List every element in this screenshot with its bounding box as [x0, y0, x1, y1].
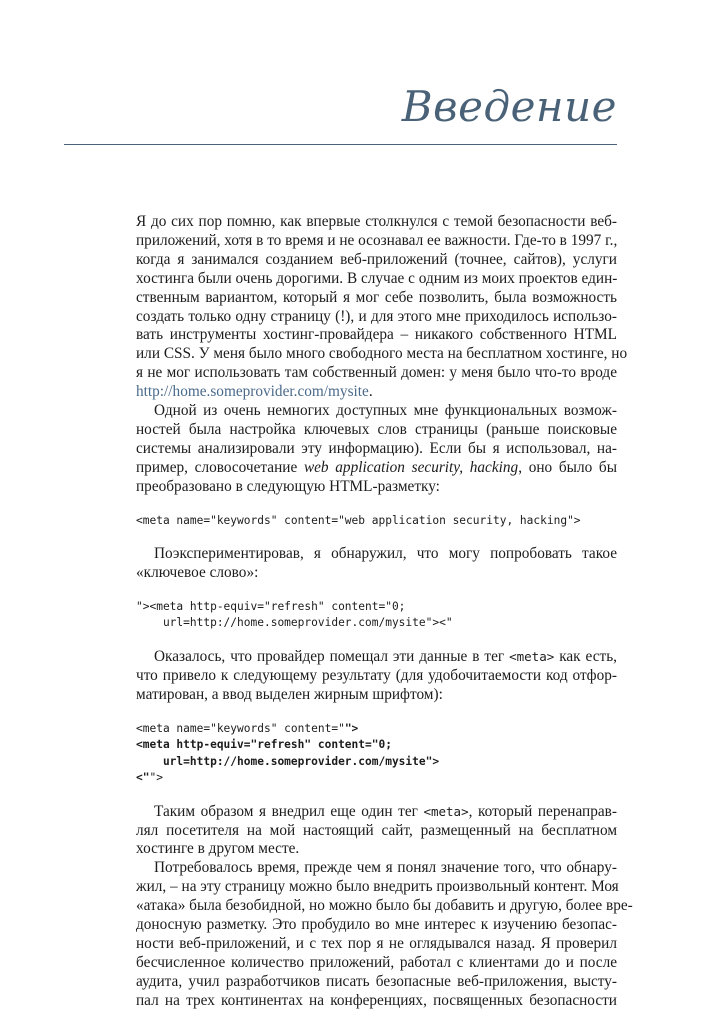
code-line-bold: url=http://home.someprovider.com/mysite"> [136, 754, 440, 768]
text-line: аудита, учил разработчиков писать безопасные веб-приложения, высту- [136, 972, 617, 990]
paragraph-3 [136, 545, 617, 583]
code-block-2 [136, 599, 617, 632]
text-line: пал на трех континентах на конференциях, посвященных безопасности [136, 991, 617, 1009]
mysite-link[interactable]: http://home.someprovider.com/mysite [136, 383, 369, 401]
text-line: лял посетителя на мой настоящий сайт, размещенный на бесплатном [136, 821, 617, 839]
text-line: «ключевое слово»: [136, 564, 259, 581]
text-line [136, 859, 617, 878]
text-line: хостинге в другом месте. [136, 840, 300, 858]
code-line: url=http://home.someprovider.com/mysite"><" [136, 616, 453, 630]
paragraph-4 [136, 648, 617, 705]
link-suffix: . [368, 383, 373, 401]
text-line: хостинга были очень дорогими. В случае с одним из моих проектов един- [136, 269, 618, 287]
text-line: доносную разметку. Это пробудило во мне интерес к изучению безопас- [136, 916, 617, 934]
text-line [136, 383, 617, 402]
text-span: , который перенаправ- [468, 802, 617, 820]
text-line: вать инструменты хостинг-провайдера – никакого собственного HTML [136, 326, 617, 344]
code-line-bold: <meta http-equiv="refresh" content="0; [136, 738, 392, 752]
code-line: "><meta http-equiv="refresh" content="0; [136, 599, 406, 613]
text-span: Потребовалось время, прежде чем я понял значение того, что обнару- [154, 859, 617, 877]
text-line: когда я занимался созданием веб-приложений (точнее, сайтов), услуги [136, 250, 617, 268]
text-line [136, 545, 617, 564]
body-text [136, 213, 633, 1011]
text-span: Поэкспериментировав, я обнаружил, что могу попробовать такое [154, 545, 617, 563]
text-line: бесчисленное количество приложений, работал с клиентами до и после [136, 953, 617, 971]
code-span: "> [149, 771, 163, 785]
text-line: матирован, а ввод выделен жирным шрифтом): [136, 685, 443, 703]
text-line: жил, – на эту страницу можно было внедрить произвольный контент. Моя [136, 878, 619, 896]
code-block-3 [136, 721, 617, 787]
code-span: <meta name="keywords" content=" [136, 721, 345, 735]
text-line: или CSS. У меня было много свободного места на бесплатном хостинге, но [136, 345, 628, 363]
paragraph-5 [136, 803, 617, 860]
text-span: Одной из очень немногих доступных мне функциональных возмож- [154, 402, 617, 420]
text-span: Оказалось, что провайдер помещал эти данные в тег [154, 647, 510, 665]
heading-rule [64, 144, 617, 145]
text-line: Я до сих пор помню, как впервые столкнулся с темой безопасности веб- [136, 213, 617, 230]
text-line: системы анализировали эту информацию). Если бы я использовал, на- [136, 439, 617, 457]
paragraph-1 [136, 213, 628, 402]
text-line: ственным вариантом, который я мог себе позволить, была возможность [136, 288, 617, 306]
code-line [136, 722, 358, 735]
text-span: Таким образом я внедрил еще один тег [154, 802, 424, 820]
inline-code: <meta> [509, 648, 555, 664]
text-line [136, 459, 617, 478]
code-block-1: <meta name="keywords" content="web application security, hacking"> [136, 513, 581, 527]
text-line: ностей была настройка ключевых слов страницы (раньше поисковые [136, 420, 617, 438]
text-line: преобразовано в следующую HTML-разметку: [136, 477, 440, 495]
code-span-bold: <" [136, 771, 150, 785]
text-line: «атака» была безобидной, но можно было бы добавить и другую, более вре- [136, 897, 633, 915]
text-span: пример, словосочетание [136, 458, 304, 476]
italic-phrase: web application security, hacking [303, 458, 519, 476]
code-span-bold: "> [344, 721, 359, 735]
text-line: приложений, хотя в то время и не осознавал ее важности. Где-то в 1997 г., [136, 231, 618, 249]
text-line: что привело к следующему результату (для удобочитаемости код отфор- [136, 666, 617, 684]
text-line [136, 803, 617, 822]
text-line [136, 402, 617, 421]
text-span: , оно было бы [518, 458, 617, 476]
chapter-heading: Введение [401, 82, 617, 131]
inline-code: <meta> [423, 803, 469, 819]
text-span: как есть, [554, 647, 617, 665]
text-line: создать только одну страницу (!), и для этого мне приходилось использо- [136, 307, 617, 325]
paragraph-2 [136, 402, 617, 497]
paragraph-6 [136, 859, 633, 1010]
text-line: ности веб-приложений, и с тех пор я не оглядывался назад. Я проверил [136, 934, 617, 952]
code-line [136, 771, 163, 784]
text-line: я не мог использовать там собственный домен: у меня было что-то вроде [136, 364, 617, 382]
text-line [136, 648, 617, 667]
